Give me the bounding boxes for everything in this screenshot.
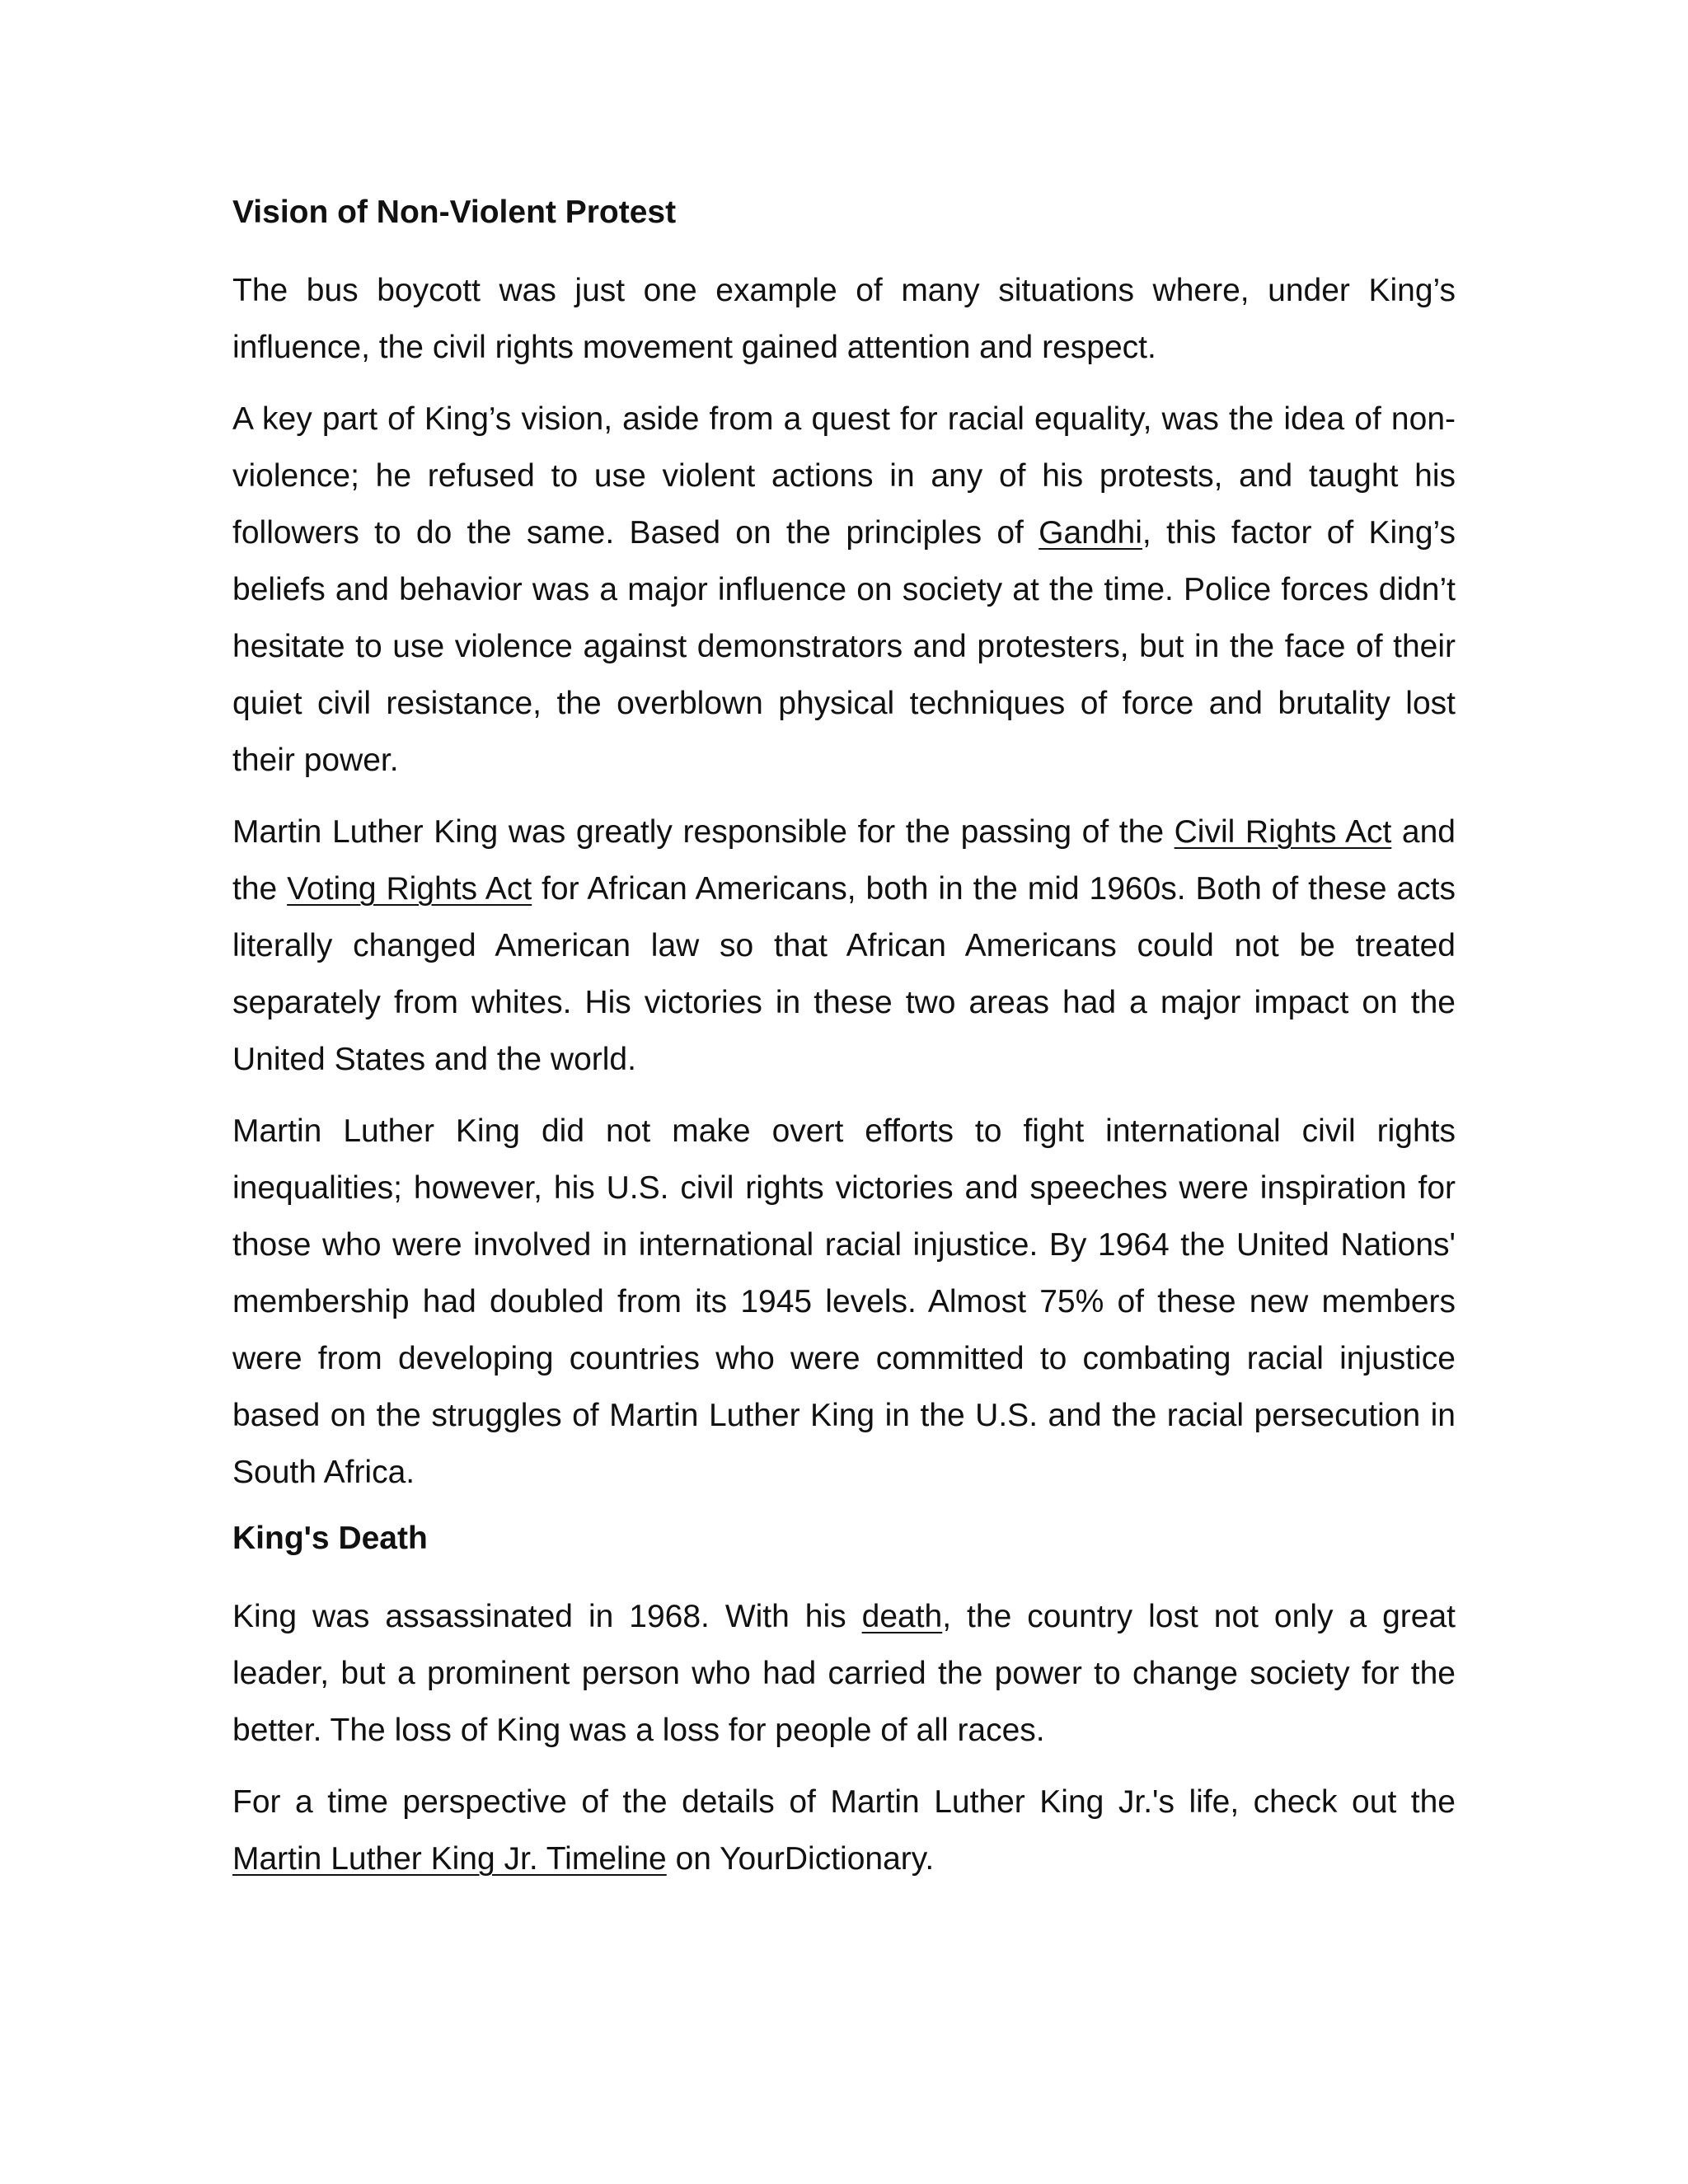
link-voting-rights-act[interactable]: Voting Rights Act	[287, 871, 532, 907]
link-civil-rights-act[interactable]: Civil Rights Act	[1174, 814, 1392, 850]
paragraph-text: and the	[232, 814, 1456, 907]
paragraph-civil-rights-acts	[232, 804, 1456, 1088]
link-gandhi[interactable]: Gandhi	[1039, 515, 1142, 551]
paragraph-text: King was assassinated in 1968. With his	[232, 1599, 862, 1634]
section-heading-non-violent-protest: Vision of Non-Violent Protest	[232, 194, 677, 230]
document-page	[232, 190, 1456, 1887]
paragraph-text: Martin Luther King was greatly responsible for the passing of the	[232, 814, 1175, 850]
link-mlk-timeline[interactable]: Martin Luther King Jr. Timeline	[232, 1841, 667, 1877]
section-heading-kings-death: King's Death	[232, 1521, 428, 1556]
paragraph-non-violence	[232, 391, 1456, 789]
paragraph-text: on YourDictionary.	[666, 1841, 935, 1877]
paragraph-text: for African Americans, both in the mid 1960s. Both of these acts literally changed American law so that African Americans could not be treated separately from whites. His victories in these two areas had a major impact on the United States and the world.	[232, 871, 1456, 1077]
paragraph-text: , the country lost not only a great leader, but a prominent person who had carried the power to change society for the better. The loss of King was a loss for people of all races.	[232, 1599, 1456, 1748]
paragraph-text: A key part of King’s vision, aside from a quest for racial equality, was the idea of non-violence; he refused to use violent actions in any of his protests, and taught his followers to do the same. Based on the principles of	[232, 401, 1456, 551]
paragraph-text: , this factor of King’s beliefs and behavior was a major influence on society at the time. Police forces didn’t hesitate to use violence against demonstrators and protesters, but in the face of their quiet civil resistance, the overblown physical techniques of force and brutality lost their power.	[232, 515, 1456, 778]
paragraph-text: For a time perspective of the details of Martin Luther King Jr.'s life, check out the	[232, 1784, 1456, 1820]
paragraph-timeline	[232, 1774, 1456, 1887]
paragraph-bus-boycott: The bus boycott was just one example of many situations where, under King’s influence, the civil rights movement gained attention and respect.	[232, 273, 1456, 365]
paragraph-assassination	[232, 1588, 1456, 1759]
link-death[interactable]: death	[861, 1599, 943, 1634]
paragraph-international-influence: Martin Luther King did not make overt efforts to fight international civil rights inequalities; however, his U.S. civil rights victories and speeches were inspiration for those who were involved in international racial injustice. By 1964 the United Nations' membership had doubled from its 1945 levels. Almost 75% of these new members were from developing countries who were committed to combating racial injustice based on the struggles of Martin Luther King in the U.S. and the racial persecution in South Africa.	[232, 1113, 1456, 1490]
